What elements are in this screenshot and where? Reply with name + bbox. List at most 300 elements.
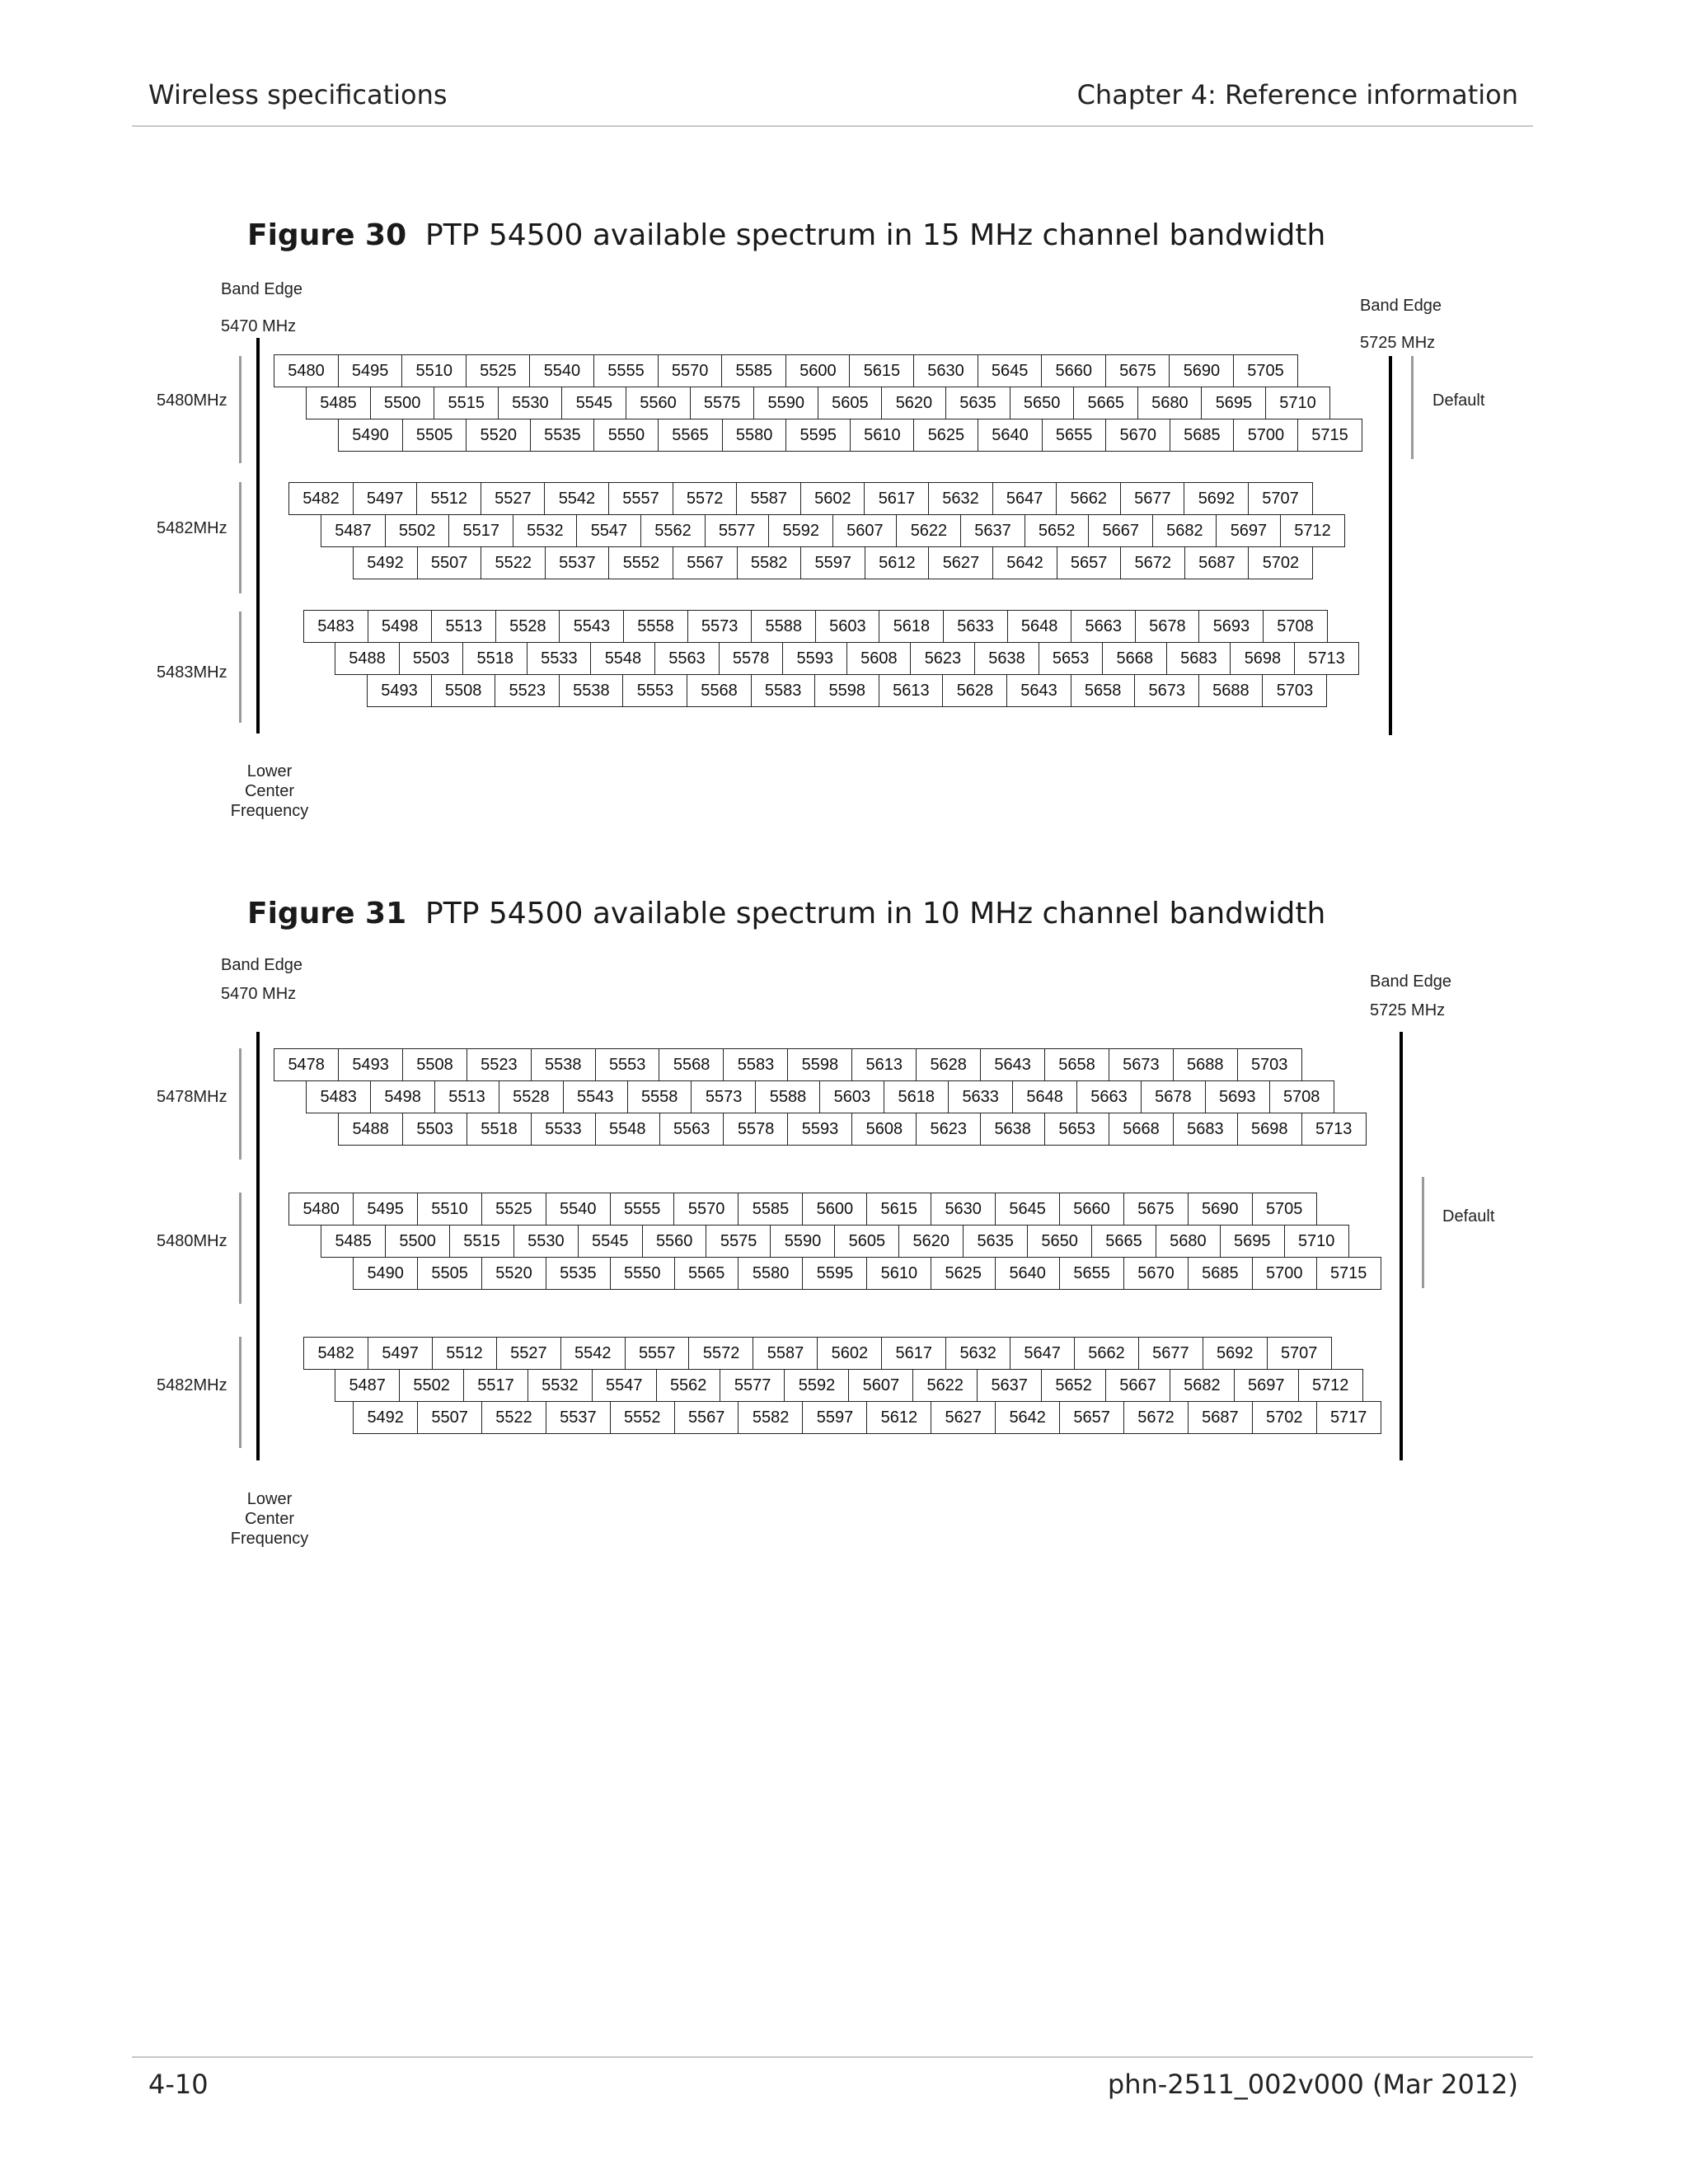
channel-cell: 5547 xyxy=(576,514,641,547)
channel-cell: 5565 xyxy=(658,419,723,452)
channel-cell: 5607 xyxy=(848,1369,913,1402)
channel-cell: 5642 xyxy=(995,1401,1060,1434)
channel-cell: 5668 xyxy=(1109,1113,1174,1146)
channel-cell: 5620 xyxy=(898,1225,964,1258)
channel-cell: 5610 xyxy=(866,1257,931,1290)
channel-cell: 5638 xyxy=(974,642,1039,675)
channel-cell: 5543 xyxy=(563,1080,628,1113)
channel-cell: 5628 xyxy=(942,674,1007,707)
channel-cell: 5613 xyxy=(851,1048,917,1081)
channel-cell: 5708 xyxy=(1263,610,1328,643)
channel-cell: 5582 xyxy=(737,546,802,579)
channel-cell: 5697 xyxy=(1234,1369,1299,1402)
channel-cell: 5483 xyxy=(303,610,368,643)
channel-cell: 5595 xyxy=(785,419,851,452)
channel-cell: 5525 xyxy=(466,354,531,387)
channel-cell: 5577 xyxy=(720,1369,785,1402)
channel-cell: 5625 xyxy=(913,419,978,452)
channel-cell: 5535 xyxy=(530,419,595,452)
channel-cell: 5533 xyxy=(531,1113,596,1146)
band-edge-right-line xyxy=(1400,1032,1403,1460)
figure-31-number: Figure 31 xyxy=(247,897,407,930)
channel-cell: 5617 xyxy=(881,1337,946,1370)
lower-center-frequency-label: Frequency xyxy=(230,802,309,820)
channel-cell: 5653 xyxy=(1044,1113,1109,1146)
channel-cell: 5498 xyxy=(370,1080,435,1113)
channel-cell: 5585 xyxy=(738,1193,803,1226)
channel-cell: 5653 xyxy=(1039,642,1104,675)
channel-cell: 5715 xyxy=(1297,419,1362,452)
channel-cell: 5662 xyxy=(1074,1337,1139,1370)
channel-cell: 5590 xyxy=(770,1225,835,1258)
channel-cell: 5698 xyxy=(1237,1113,1302,1146)
channel-cell: 5503 xyxy=(399,642,464,675)
channel-cell: 5583 xyxy=(723,1048,788,1081)
channel-cell: 5630 xyxy=(913,354,978,387)
channel-cell: 5673 xyxy=(1109,1048,1174,1081)
block-bracket xyxy=(239,1193,241,1304)
channel-cell: 5478 xyxy=(274,1048,339,1081)
channel-cell: 5508 xyxy=(431,674,496,707)
channel-cell: 5608 xyxy=(846,642,912,675)
channel-cell: 5640 xyxy=(995,1257,1060,1290)
channel-cell: 5678 xyxy=(1141,1080,1206,1113)
channel-cell: 5645 xyxy=(995,1193,1060,1226)
channel-cell: 5685 xyxy=(1170,419,1235,452)
channel-cell: 5560 xyxy=(642,1225,707,1258)
channel-cell: 5622 xyxy=(912,1369,978,1402)
channel-cell: 5582 xyxy=(738,1401,803,1434)
default-bracket xyxy=(1411,356,1414,459)
channel-cell: 5482 xyxy=(303,1337,368,1370)
channel-cell: 5545 xyxy=(578,1225,643,1258)
channel-cell: 5632 xyxy=(928,482,993,515)
channel-cell: 5652 xyxy=(1041,1369,1106,1402)
figure-30-number: Figure 30 xyxy=(247,218,407,252)
channel-cell: 5485 xyxy=(321,1225,386,1258)
channel-cell: 5705 xyxy=(1233,354,1298,387)
channel-cell: 5497 xyxy=(353,482,418,515)
channel-cell: 5683 xyxy=(1166,642,1231,675)
channel-cell: 5480 xyxy=(274,354,339,387)
channel-cell: 5657 xyxy=(1059,1401,1124,1434)
channel-cell: 5637 xyxy=(960,514,1025,547)
channel-cell: 5510 xyxy=(417,1193,482,1226)
channel-cell: 5587 xyxy=(753,1337,818,1370)
channel-cell: 5633 xyxy=(948,1080,1013,1113)
channel-cell: 5523 xyxy=(467,1048,532,1081)
channel-cell: 5625 xyxy=(931,1257,996,1290)
channel-cell: 5513 xyxy=(431,610,496,643)
channel-cell: 5557 xyxy=(625,1337,690,1370)
channel-cell: 5548 xyxy=(595,1113,660,1146)
channel-cell: 5545 xyxy=(561,387,626,419)
channel-cell: 5532 xyxy=(513,514,578,547)
channel-cell: 5487 xyxy=(321,514,386,547)
channel-cell: 5623 xyxy=(910,642,975,675)
block-frequency-label: 5482MHz xyxy=(157,1376,227,1394)
channel-cell: 5597 xyxy=(800,546,865,579)
channel-cell: 5567 xyxy=(674,1401,739,1434)
channel-cell: 5710 xyxy=(1284,1225,1349,1258)
channel-cell: 5512 xyxy=(416,482,481,515)
channel-cell: 5618 xyxy=(884,1080,949,1113)
channel-cell: 5583 xyxy=(751,674,816,707)
block-frequency-label: 5482MHz xyxy=(157,519,227,537)
channel-cell: 5530 xyxy=(498,387,563,419)
channel-cell: 5613 xyxy=(879,674,944,707)
channel-cell: 5505 xyxy=(402,419,467,452)
channel-cell: 5563 xyxy=(654,642,720,675)
channel-cell: 5710 xyxy=(1265,387,1330,419)
band-edge-left-line xyxy=(256,338,260,733)
channel-cell: 5662 xyxy=(1056,482,1121,515)
channel-cell: 5538 xyxy=(531,1048,596,1081)
channel-cell: 5670 xyxy=(1123,1257,1189,1290)
band-edge-right-label: Band Edge xyxy=(1360,297,1442,315)
channel-cell: 5672 xyxy=(1123,1401,1189,1434)
channel-cell: 5677 xyxy=(1138,1337,1203,1370)
channel-cell: 5700 xyxy=(1252,1257,1317,1290)
channel-cell: 5528 xyxy=(495,610,560,643)
channel-cell: 5682 xyxy=(1152,514,1217,547)
channel-cell: 5668 xyxy=(1102,642,1167,675)
channel-cell: 5605 xyxy=(834,1225,899,1258)
channel-cell: 5702 xyxy=(1252,1401,1317,1434)
channel-cell: 5648 xyxy=(1007,610,1072,643)
lower-center-frequency-label: Frequency xyxy=(230,1530,309,1548)
channel-cell: 5612 xyxy=(866,1401,931,1434)
channel-cell: 5638 xyxy=(980,1113,1045,1146)
channel-cell: 5672 xyxy=(1120,546,1185,579)
channel-cell: 5483 xyxy=(306,1080,371,1113)
channel-cell: 5490 xyxy=(353,1257,418,1290)
channel-cell: 5632 xyxy=(945,1337,1010,1370)
channel-cell: 5553 xyxy=(595,1048,660,1081)
channel-cell: 5695 xyxy=(1220,1225,1285,1258)
channel-cell: 5603 xyxy=(815,610,880,643)
band-edge-left-label: Band Edge xyxy=(221,280,302,298)
channel-cell: 5558 xyxy=(627,1080,692,1113)
lower-center-frequency-label: Lower xyxy=(246,762,293,780)
channel-cell: 5503 xyxy=(402,1113,467,1146)
channel-cell: 5537 xyxy=(545,546,610,579)
default-label: Default xyxy=(1432,391,1485,410)
channel-cell: 5568 xyxy=(687,674,752,707)
figure-30-caption xyxy=(247,218,1325,252)
channel-cell: 5608 xyxy=(851,1113,917,1146)
channel-cell: 5715 xyxy=(1316,1257,1381,1290)
channel-cell: 5580 xyxy=(738,1257,803,1290)
band-edge-left-line xyxy=(256,1032,260,1460)
band-edge-right-label: Band Edge xyxy=(1370,972,1451,991)
channel-cell: 5588 xyxy=(751,610,816,643)
channel-cell: 5543 xyxy=(559,610,624,643)
channel-cell: 5642 xyxy=(992,546,1057,579)
channel-cell: 5522 xyxy=(481,1401,546,1434)
channel-cell: 5540 xyxy=(529,354,594,387)
channel-cell: 5555 xyxy=(610,1193,675,1226)
channel-cell: 5665 xyxy=(1073,387,1138,419)
channel-cell: 5523 xyxy=(495,674,560,707)
channel-cell: 5592 xyxy=(768,514,833,547)
channel-cell: 5528 xyxy=(499,1080,564,1113)
channel-cell: 5492 xyxy=(353,546,418,579)
channel-cell: 5610 xyxy=(850,419,915,452)
channel-cell: 5693 xyxy=(1205,1080,1270,1113)
channel-cell: 5683 xyxy=(1173,1113,1238,1146)
channel-cell: 5542 xyxy=(544,482,609,515)
block-bracket xyxy=(239,482,241,593)
channel-cell: 5518 xyxy=(467,1113,532,1146)
channel-cell: 5555 xyxy=(593,354,659,387)
channel-cell: 5587 xyxy=(736,482,801,515)
channel-cell: 5507 xyxy=(417,1401,482,1434)
channel-cell: 5597 xyxy=(802,1401,867,1434)
channel-cell: 5567 xyxy=(673,546,738,579)
channel-cell: 5565 xyxy=(674,1257,739,1290)
lower-center-frequency-label: Center xyxy=(244,782,295,800)
channel-cell: 5637 xyxy=(977,1369,1042,1402)
channel-cell: 5635 xyxy=(945,387,1010,419)
channel-cell: 5595 xyxy=(802,1257,867,1290)
channel-cell: 5687 xyxy=(1188,1401,1253,1434)
band-edge-right-line xyxy=(1389,356,1392,735)
channel-cell: 5568 xyxy=(659,1048,724,1081)
channel-cell: 5648 xyxy=(1012,1080,1077,1113)
channel-cell: 5647 xyxy=(1010,1337,1075,1370)
channel-cell: 5607 xyxy=(832,514,898,547)
channel-cell: 5660 xyxy=(1059,1193,1124,1226)
channel-cell: 5673 xyxy=(1134,674,1199,707)
channel-cell: 5535 xyxy=(546,1257,611,1290)
channel-cell: 5603 xyxy=(819,1080,884,1113)
channel-cell: 5645 xyxy=(978,354,1043,387)
channel-cell: 5600 xyxy=(785,354,851,387)
channel-cell: 5482 xyxy=(288,482,354,515)
channel-cell: 5547 xyxy=(592,1369,657,1402)
channel-cell: 5580 xyxy=(722,419,787,452)
channel-cell: 5575 xyxy=(706,1225,771,1258)
block-bracket xyxy=(239,1337,241,1448)
channel-cell: 5602 xyxy=(800,482,865,515)
channel-cell: 5658 xyxy=(1071,674,1136,707)
channel-cell: 5717 xyxy=(1316,1401,1381,1434)
channel-cell: 5557 xyxy=(608,482,673,515)
channel-cell: 5507 xyxy=(417,546,482,579)
channel-cell: 5630 xyxy=(931,1193,996,1226)
channel-cell: 5688 xyxy=(1173,1048,1238,1081)
channel-cell: 5512 xyxy=(432,1337,497,1370)
block-frequency-label: 5478MHz xyxy=(157,1088,227,1106)
channel-cell: 5698 xyxy=(1230,642,1295,675)
channel-cell: 5493 xyxy=(367,674,432,707)
channel-cell: 5680 xyxy=(1156,1225,1221,1258)
channel-cell: 5605 xyxy=(818,387,883,419)
channel-cell: 5495 xyxy=(338,354,403,387)
channel-cell: 5658 xyxy=(1044,1048,1109,1081)
channel-cell: 5548 xyxy=(590,642,655,675)
channel-cell: 5538 xyxy=(559,674,624,707)
lower-center-frequency-label: Lower xyxy=(246,1490,293,1508)
channel-cell: 5703 xyxy=(1237,1048,1302,1081)
channel-cell: 5633 xyxy=(943,610,1008,643)
block-frequency-label: 5480MHz xyxy=(157,1232,227,1250)
channel-cell: 5510 xyxy=(401,354,467,387)
channel-cell: 5590 xyxy=(753,387,818,419)
channel-cell: 5513 xyxy=(434,1080,499,1113)
channel-cell: 5628 xyxy=(916,1048,981,1081)
channel-cell: 5615 xyxy=(849,354,914,387)
channel-cell: 5588 xyxy=(755,1080,820,1113)
channel-cell: 5530 xyxy=(513,1225,579,1258)
channel-cell: 5563 xyxy=(659,1113,724,1146)
figure-31-title: PTP 54500 available spectrum in 10 MHz channel bandwidth xyxy=(425,897,1326,930)
channel-cell: 5678 xyxy=(1135,610,1200,643)
channel-cell: 5502 xyxy=(385,514,450,547)
channel-cell: 5627 xyxy=(931,1401,996,1434)
channel-cell: 5627 xyxy=(928,546,993,579)
default-bracket xyxy=(1422,1177,1424,1288)
channel-cell: 5485 xyxy=(306,387,371,419)
channel-cell: 5570 xyxy=(658,354,723,387)
channel-cell: 5663 xyxy=(1071,610,1136,643)
channel-cell: 5495 xyxy=(353,1193,418,1226)
channel-cell: 5492 xyxy=(353,1401,418,1434)
channel-cell: 5573 xyxy=(691,1080,756,1113)
channel-cell: 5682 xyxy=(1170,1369,1235,1402)
channel-cell: 5502 xyxy=(399,1369,464,1402)
channel-cell: 5493 xyxy=(338,1048,403,1081)
channel-cell: 5655 xyxy=(1059,1257,1124,1290)
channel-cell: 5692 xyxy=(1203,1337,1268,1370)
channel-cell: 5592 xyxy=(784,1369,849,1402)
channel-cell: 5518 xyxy=(462,642,528,675)
footer-rule xyxy=(132,2056,1533,2058)
channel-cell: 5532 xyxy=(528,1369,593,1402)
channel-cell: 5665 xyxy=(1091,1225,1156,1258)
channel-cell: 5612 xyxy=(865,546,930,579)
channel-cell: 5508 xyxy=(402,1048,467,1081)
channel-cell: 5702 xyxy=(1248,546,1313,579)
channel-cell: 5552 xyxy=(608,546,673,579)
page-footer-right: phn-2511_002v000 (Mar 2012) xyxy=(1107,2069,1518,2100)
lower-center-frequency-label: Center xyxy=(244,1510,295,1528)
channel-cell: 5480 xyxy=(288,1193,354,1226)
channel-cell: 5500 xyxy=(370,387,435,419)
channel-cell: 5570 xyxy=(673,1193,738,1226)
header-rule xyxy=(132,125,1533,127)
channel-cell: 5713 xyxy=(1294,642,1359,675)
channel-cell: 5550 xyxy=(610,1257,675,1290)
channel-cell: 5657 xyxy=(1057,546,1122,579)
channel-cell: 5677 xyxy=(1120,482,1185,515)
channel-cell: 5520 xyxy=(481,1257,546,1290)
channel-cell: 5712 xyxy=(1298,1369,1363,1402)
channel-cell: 5643 xyxy=(1006,674,1071,707)
channel-cell: 5660 xyxy=(1041,354,1106,387)
band-edge-right-frequency: 5725 MHz xyxy=(1370,1001,1446,1019)
channel-cell: 5515 xyxy=(434,387,499,419)
channel-cell: 5573 xyxy=(687,610,753,643)
channel-cell: 5705 xyxy=(1252,1193,1317,1226)
channel-cell: 5620 xyxy=(881,387,946,419)
channel-cell: 5498 xyxy=(368,610,433,643)
band-edge-left-label: Band Edge xyxy=(221,956,302,974)
block-frequency-label: 5483MHz xyxy=(157,663,227,682)
channel-cell: 5522 xyxy=(481,546,546,579)
channel-cell: 5578 xyxy=(723,1113,788,1146)
channel-cell: 5550 xyxy=(593,419,659,452)
channel-cell: 5527 xyxy=(496,1337,561,1370)
channel-cell: 5643 xyxy=(980,1048,1045,1081)
channel-cell: 5692 xyxy=(1184,482,1249,515)
block-bracket xyxy=(239,612,241,723)
channel-cell: 5700 xyxy=(1233,419,1298,452)
channel-cell: 5578 xyxy=(719,642,784,675)
channel-cell: 5562 xyxy=(640,514,706,547)
channel-cell: 5505 xyxy=(417,1257,482,1290)
channel-cell: 5667 xyxy=(1088,514,1153,547)
channel-cell: 5618 xyxy=(879,610,944,643)
channel-cell: 5670 xyxy=(1105,419,1170,452)
channel-cell: 5572 xyxy=(688,1337,753,1370)
channel-cell: 5708 xyxy=(1269,1080,1334,1113)
channel-cell: 5575 xyxy=(690,387,755,419)
channel-cell: 5667 xyxy=(1105,1369,1170,1402)
channel-cell: 5675 xyxy=(1123,1193,1189,1226)
channel-cell: 5553 xyxy=(622,674,687,707)
channel-cell: 5685 xyxy=(1188,1257,1253,1290)
channel-cell: 5562 xyxy=(656,1369,721,1402)
channel-cell: 5600 xyxy=(802,1193,867,1226)
channel-cell: 5515 xyxy=(449,1225,514,1258)
channel-cell: 5542 xyxy=(560,1337,626,1370)
page-header-right: Chapter 4: Reference information xyxy=(1076,79,1518,110)
channel-cell: 5712 xyxy=(1280,514,1345,547)
channel-cell: 5703 xyxy=(1262,674,1327,707)
channel-cell: 5635 xyxy=(963,1225,1028,1258)
band-edge-right-frequency: 5725 MHz xyxy=(1360,334,1436,352)
channel-cell: 5707 xyxy=(1248,482,1313,515)
channel-cell: 5560 xyxy=(626,387,691,419)
channel-cell: 5540 xyxy=(546,1193,611,1226)
channel-cell: 5598 xyxy=(814,674,879,707)
figure-31-caption xyxy=(247,897,1325,930)
channel-cell: 5713 xyxy=(1301,1113,1367,1146)
channel-cell: 5602 xyxy=(817,1337,882,1370)
channel-cell: 5687 xyxy=(1184,546,1250,579)
channel-cell: 5655 xyxy=(1042,419,1107,452)
block-frequency-label: 5480MHz xyxy=(157,391,227,410)
channel-cell: 5623 xyxy=(916,1113,981,1146)
channel-cell: 5650 xyxy=(1027,1225,1092,1258)
channel-cell: 5593 xyxy=(782,642,847,675)
channel-cell: 5500 xyxy=(385,1225,450,1258)
channel-cell: 5517 xyxy=(463,1369,528,1402)
channel-cell: 5663 xyxy=(1076,1080,1142,1113)
channel-cell: 5593 xyxy=(787,1113,852,1146)
channel-cell: 5585 xyxy=(721,354,786,387)
band-edge-left-frequency: 5470 MHz xyxy=(221,985,297,1003)
channel-cell: 5533 xyxy=(527,642,592,675)
channel-cell: 5537 xyxy=(546,1401,611,1434)
channel-cell: 5517 xyxy=(448,514,513,547)
channel-cell: 5572 xyxy=(673,482,738,515)
channel-cell: 5490 xyxy=(338,419,403,452)
channel-cell: 5552 xyxy=(610,1401,675,1434)
channel-cell: 5647 xyxy=(992,482,1057,515)
